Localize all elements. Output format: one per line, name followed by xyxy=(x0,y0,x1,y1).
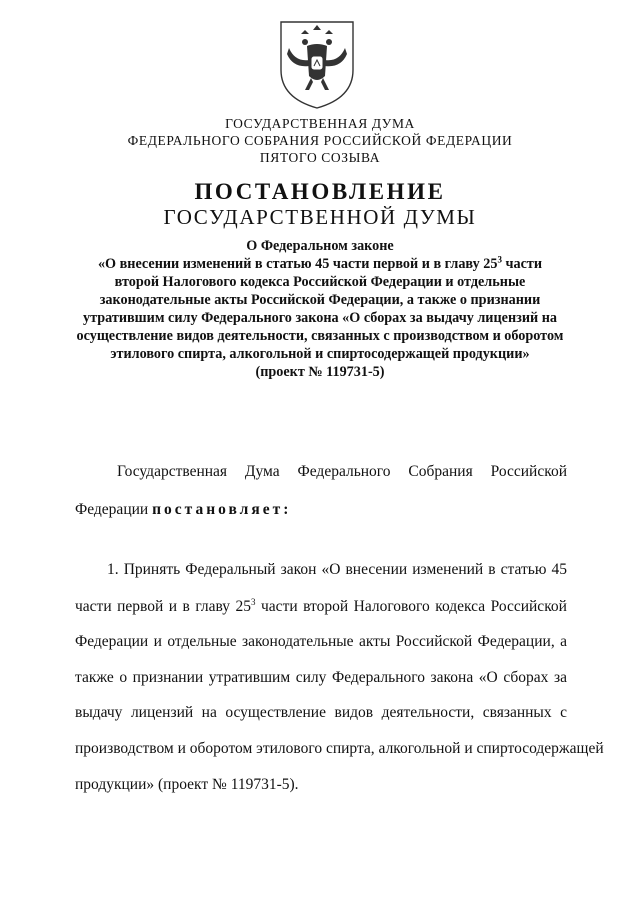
law-heading-line: О Федеральном законе xyxy=(246,238,394,254)
double-headed-eagle-coat-of-arms-icon xyxy=(275,18,359,110)
item1-line: производством и оборотом этилового спирта, алкогольной и спиртосодержащей xyxy=(75,740,604,757)
law-heading-line: осуществление видов деятельности, связанных с производством и оборотом xyxy=(76,328,564,344)
preamble-line: Государственная Дума Федерального Собрания Российской xyxy=(117,463,567,480)
law-heading-line: второй Налогового кодекса Российской Федерации и отдельные xyxy=(114,274,526,290)
law-heading-line: законодательные акты Российской Федерации, а также о признании xyxy=(99,292,541,308)
item1-line: выдачу лицензий на осуществление видов деятельности, связанных с xyxy=(75,704,567,721)
item1-line: также о признании утратившим силу Федерального закона «О сборах за xyxy=(75,669,567,686)
decree-word: постановляет: xyxy=(152,501,292,518)
law-heading-line: «О внесении изменений в статью 45 части первой и в главу $25^3$ части xyxy=(97,254,543,272)
duma-name: ГОСУДАРСТВЕННАЯ ДУМА xyxy=(225,116,415,131)
document-subtitle: ГОСУДАРСТВЕННОЙ ДУМЫ xyxy=(163,205,477,229)
item1-line: Федерации и отдельные законодательные акты Российской Федерации, а xyxy=(75,633,567,650)
project-number: (проект № 119731-5) xyxy=(255,364,385,380)
preamble-line: Федерации постановляет: xyxy=(75,501,292,518)
item1-line: 1. Принять Федеральный закон «О внесении изменений в статью 45 xyxy=(107,561,567,578)
law-heading-line: утратившим силу Федерального закона «О сборах за выдачу лицензий на xyxy=(83,310,557,326)
law-heading-line: этилового спирта, алкогольной и спиртосодержащей продукции» xyxy=(110,346,530,362)
item1-line: части первой и в главу $25^3$ части второй Налогового кодекса Российской xyxy=(75,596,567,615)
document-title: ПОСТАНОВЛЕНИЕ xyxy=(194,179,446,204)
convocation: ПЯТОГО СОЗЫВА xyxy=(259,150,381,165)
item1-line: продукции» (проект № 119731-5). xyxy=(75,776,299,793)
federal-assembly-name: ФЕДЕРАЛЬНОГО СОБРАНИЯ РОССИЙСКОЙ ФЕДЕРАЦИИ xyxy=(127,133,513,148)
